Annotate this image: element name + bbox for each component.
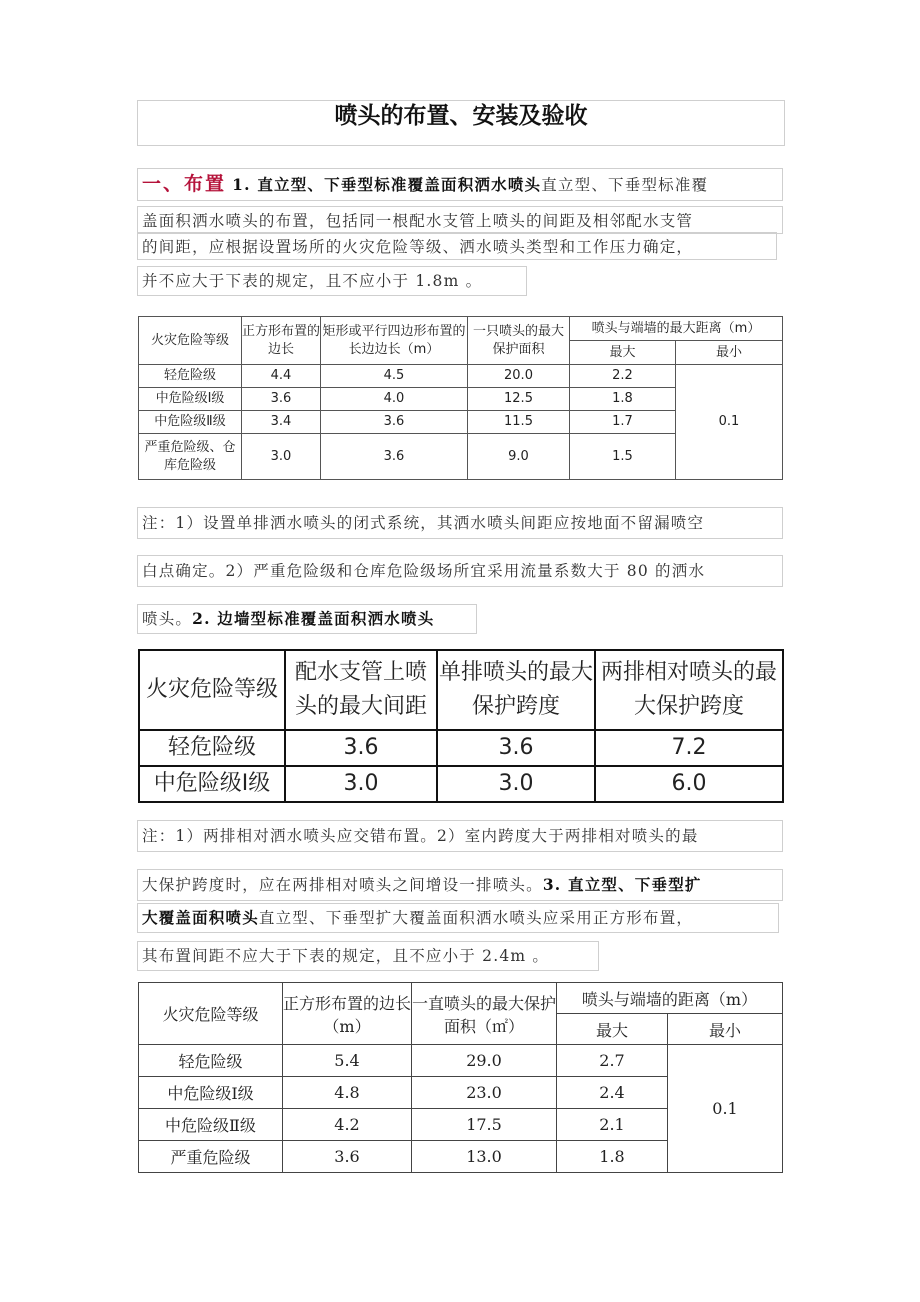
table-row	[139, 730, 783, 766]
text-span: 喷头。	[142, 610, 193, 628]
table-sidewall	[138, 649, 784, 803]
header-cell: 一直喷头的最大保护面积（㎡）	[412, 983, 557, 1045]
table-cell: 3.6	[242, 388, 321, 411]
note-line	[137, 869, 783, 901]
table-cell: 3.0	[437, 766, 595, 802]
table-cell: 严重危险级、仓库危险级	[139, 434, 242, 480]
header-cell: 配水支管上喷头的最大间距	[285, 650, 437, 730]
header-cell: 最大	[570, 341, 676, 365]
subheading: 1. 直立型、下垂型标准覆盖面积洒水喷头	[232, 175, 542, 194]
subheading: 2. 边墙型标准覆盖面积洒水喷头	[192, 609, 435, 628]
table-cell: 4.0	[321, 388, 468, 411]
table-cell-min: 0.1	[676, 365, 783, 480]
table-cell: 9.0	[468, 434, 570, 480]
header-cell: 最大	[557, 1014, 668, 1045]
table-cell: 2.4	[557, 1077, 668, 1109]
text-span: 大保护跨度时，应在两排相对喷头之间增设一排喷头。	[142, 876, 543, 894]
table-cell: 中危险级Ⅱ级	[139, 1109, 283, 1141]
subheading: 3. 直立型、下垂型扩	[542, 875, 702, 894]
header-cell: 喷头与端墙的距离（m）	[557, 983, 783, 1014]
table-cell: 4.8	[283, 1077, 412, 1109]
table-cell: 13.0	[412, 1141, 557, 1173]
table-cell: 1.5	[570, 434, 676, 480]
table-cell: 2.1	[557, 1109, 668, 1141]
table-cell-min: 0.1	[668, 1045, 783, 1173]
header-cell: 正方形布置的边长（m）	[283, 983, 412, 1045]
table-cell: 4.4	[242, 365, 321, 388]
table-cell: 4.5	[321, 365, 468, 388]
note-line: 注：1）设置单排洒水喷头的闭式系统，其洒水喷头间距应按地面不留漏喷空	[137, 507, 783, 539]
table-cell: 2.2	[570, 365, 676, 388]
table-cell: 中危险级Ⅰ级	[139, 1077, 283, 1109]
header-cell: 火灾危险等级	[139, 317, 242, 365]
table-standard-coverage	[138, 316, 783, 480]
table-cell: 7.2	[595, 730, 783, 766]
table-row	[139, 766, 783, 802]
note-line: 其布置间距不应大于下表的规定，且不应小于 2.4m 。	[137, 941, 599, 971]
table-cell: 2.7	[557, 1045, 668, 1077]
header-cell: 火灾危险等级	[139, 650, 285, 730]
table-row	[139, 1045, 783, 1077]
table-cell: 1.7	[570, 411, 676, 434]
table-cell: 3.6	[321, 411, 468, 434]
table-cell: 5.4	[283, 1045, 412, 1077]
page-title: 喷头的布置、安装及验收	[334, 102, 588, 129]
header-cell: 火灾危险等级	[139, 983, 283, 1045]
table-cell: 严重危险级	[139, 1141, 283, 1173]
table-row	[139, 365, 783, 388]
table-cell: 中危险级Ⅰ级	[139, 388, 242, 411]
table-cell: 6.0	[595, 766, 783, 802]
title-box	[137, 100, 785, 146]
note-line: 白点确定。2）严重危险级和仓库危险级场所宜采用流量系数大于 80 的洒水	[137, 555, 783, 587]
table-cell: 4.2	[283, 1109, 412, 1141]
table-cell: 3.0	[285, 766, 437, 802]
note-line: 注：1）两排相对洒水喷头应交错布置。2）室内跨度大于两排相对喷头的最	[137, 820, 783, 852]
header-cell: 最小	[676, 341, 783, 365]
table-cell: 1.8	[557, 1141, 668, 1173]
subheading: 大覆盖面积喷头	[142, 908, 259, 927]
table-cell: 3.6	[285, 730, 437, 766]
header-cell: 正方形布置的边长	[242, 317, 321, 365]
table-cell: 1.8	[570, 388, 676, 411]
header-cell: 最小	[668, 1014, 783, 1045]
header-cell: 矩形或平行四边形布置的长边边长（m）	[321, 317, 468, 365]
table-cell: 3.0	[242, 434, 321, 480]
table-cell: 中危险级Ⅰ级	[139, 766, 285, 802]
header-cell: 喷头与端墙的最大距离（m）	[570, 317, 783, 341]
header-cell: 一只喷头的最大保护面积	[468, 317, 570, 365]
table-cell: 20.0	[468, 365, 570, 388]
table-cell: 3.6	[283, 1141, 412, 1173]
table-extended-coverage	[138, 982, 783, 1173]
table-cell: 29.0	[412, 1045, 557, 1077]
paragraph-line: 盖面积洒水喷头的布置，包括同一根配水支管上喷头的间距及相邻配水支管	[137, 206, 783, 234]
table-cell: 11.5	[468, 411, 570, 434]
note-line	[137, 604, 477, 634]
header-cell: 单排喷头的最大保护跨度	[437, 650, 595, 730]
paragraph-line	[137, 168, 783, 201]
text-span: 直立型、下垂型标准覆	[541, 176, 709, 194]
section-heading: 一、布置	[142, 173, 227, 195]
table-cell: 3.6	[437, 730, 595, 766]
paragraph-line: 并不应大于下表的规定，且不应小于 1.8m 。	[137, 266, 527, 296]
paragraph-line: 的间距，应根据设置场所的火灾危险等级、洒水喷头类型和工作压力确定，	[137, 232, 777, 260]
table-cell: 轻危险级	[139, 1045, 283, 1077]
table-cell: 3.6	[321, 434, 468, 480]
text-span: 直立型、下垂型扩大覆盖面积洒水喷头应采用正方形布置，	[258, 909, 694, 927]
table-cell: 中危险级Ⅱ级	[139, 411, 242, 434]
table-cell: 12.5	[468, 388, 570, 411]
table-cell: 23.0	[412, 1077, 557, 1109]
table-cell: 17.5	[412, 1109, 557, 1141]
note-line	[137, 903, 779, 933]
table-cell: 轻危险级	[139, 730, 285, 766]
table-cell: 轻危险级	[139, 365, 242, 388]
table-cell: 3.4	[242, 411, 321, 434]
header-cell: 两排相对喷头的最大保护跨度	[595, 650, 783, 730]
